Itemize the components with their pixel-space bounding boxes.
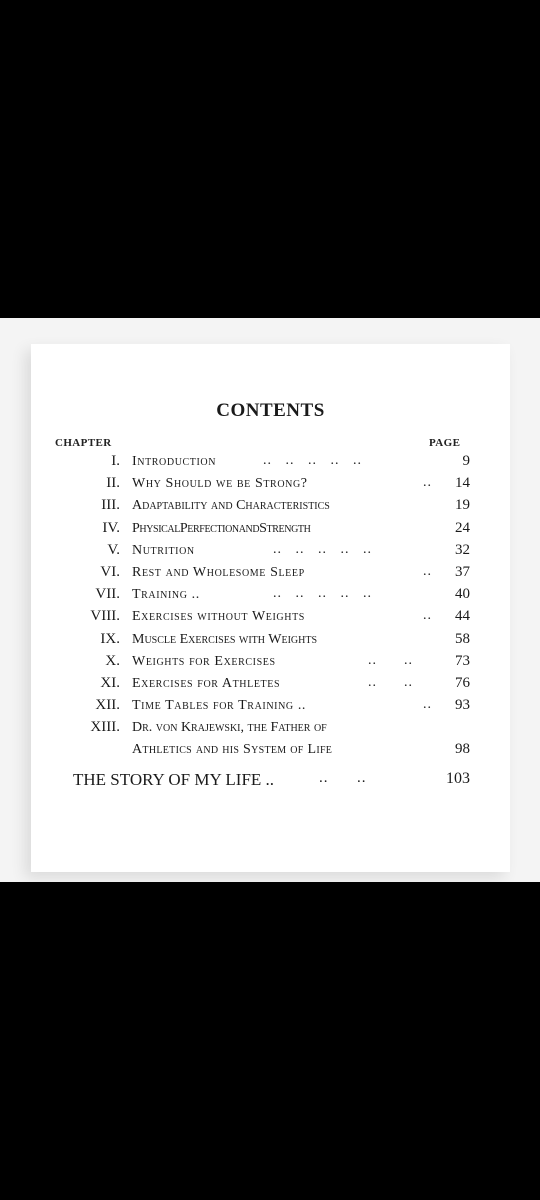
chapter-number: II. — [106, 475, 120, 492]
leader-dots: .. .. .. .. .. — [263, 453, 362, 468]
contents-heading: CONTENTS — [216, 400, 325, 421]
page-number: 93 — [455, 697, 470, 714]
story-page-number: 103 — [446, 770, 470, 787]
toc-entry — [31, 650, 510, 672]
chapter-number: III. — [101, 497, 120, 514]
toc-entry — [31, 450, 510, 472]
chapter-number: VII. — [95, 586, 120, 603]
page-number: 24 — [455, 519, 470, 536]
leader-dots: .. — [423, 563, 432, 579]
chapter-title: Why Should we be Strong? — [132, 476, 308, 492]
toc-entry — [31, 517, 510, 539]
page-number: 9 — [462, 453, 470, 469]
scanned-page-image[interactable] — [0, 318, 540, 882]
page-number: 58 — [455, 630, 470, 647]
chapter-number: XIII. — [90, 719, 120, 736]
toc-entry — [31, 539, 510, 561]
chapter-title-continued: Athletics and his System of Life — [132, 742, 333, 758]
chapter-title: Rest and Wholesome Sleep — [132, 564, 305, 580]
chapter-number: IV. — [102, 519, 120, 536]
chapter-title: Nutrition — [132, 542, 195, 558]
page-number: 44 — [455, 608, 470, 625]
chapter-column-header: CHAPTER — [55, 437, 112, 449]
toc-entry — [31, 672, 510, 694]
leader-dots: .. .. — [368, 674, 413, 690]
chapter-number: I. — [111, 453, 120, 469]
page-number: 40 — [455, 586, 470, 603]
chapter-title: Muscle Exercises with Weights — [132, 631, 318, 647]
page-number: 73 — [455, 652, 470, 669]
toc-entry — [31, 716, 510, 758]
chapter-title: Exercises without Weights — [132, 609, 305, 625]
leader-dots: .. .. — [319, 770, 367, 786]
chapter-number: IX. — [100, 630, 120, 647]
chapter-number: V. — [107, 541, 120, 558]
story-entry-title: THE STORY OF MY LIFE .. — [73, 770, 275, 789]
page-number: 76 — [455, 674, 470, 691]
chapter-title: Training .. — [132, 587, 200, 603]
toc-entry — [31, 694, 510, 716]
toc-entry — [31, 561, 510, 583]
leader-dots: .. .. .. .. .. — [273, 541, 372, 557]
chapter-title: Time Tables for Training .. — [132, 698, 307, 714]
chapter-title: Introduction — [132, 454, 217, 469]
chapter-title: Dr. von Krajewski, the Father of — [132, 720, 327, 736]
chapter-title: Adaptability and Characteristics — [132, 498, 330, 514]
chapter-title: Exercises for Athletes — [132, 675, 281, 691]
chapter-number: VIII. — [90, 608, 120, 625]
chapter-number: XI. — [100, 674, 120, 691]
page-number: 32 — [455, 541, 470, 558]
page-number: 19 — [455, 497, 470, 514]
leader-dots: .. .. — [368, 652, 413, 668]
page-column-header: PAGE — [429, 437, 461, 449]
toc-entry — [31, 472, 510, 494]
toc-entry — [31, 494, 510, 516]
chapter-number: X. — [105, 652, 120, 669]
toc-entry — [31, 583, 510, 605]
page-number: 14 — [455, 475, 470, 492]
leader-dots: .. — [423, 608, 432, 624]
table-of-contents — [31, 450, 510, 758]
page-number: 98 — [455, 741, 470, 758]
chapter-number: XII. — [95, 697, 120, 714]
toc-entry — [31, 628, 510, 650]
page-number: 37 — [455, 563, 470, 580]
leader-dots: .. — [423, 697, 432, 713]
chapter-number: VI. — [100, 563, 120, 580]
toc-entry — [31, 605, 510, 627]
chapter-title: PhysicalPerfectionandStrength — [132, 520, 311, 536]
leader-dots: .. .. .. .. .. — [273, 586, 372, 602]
book-page — [31, 344, 510, 872]
leader-dots: .. — [423, 475, 432, 491]
chapter-title: Weights for Exercises — [132, 653, 276, 669]
